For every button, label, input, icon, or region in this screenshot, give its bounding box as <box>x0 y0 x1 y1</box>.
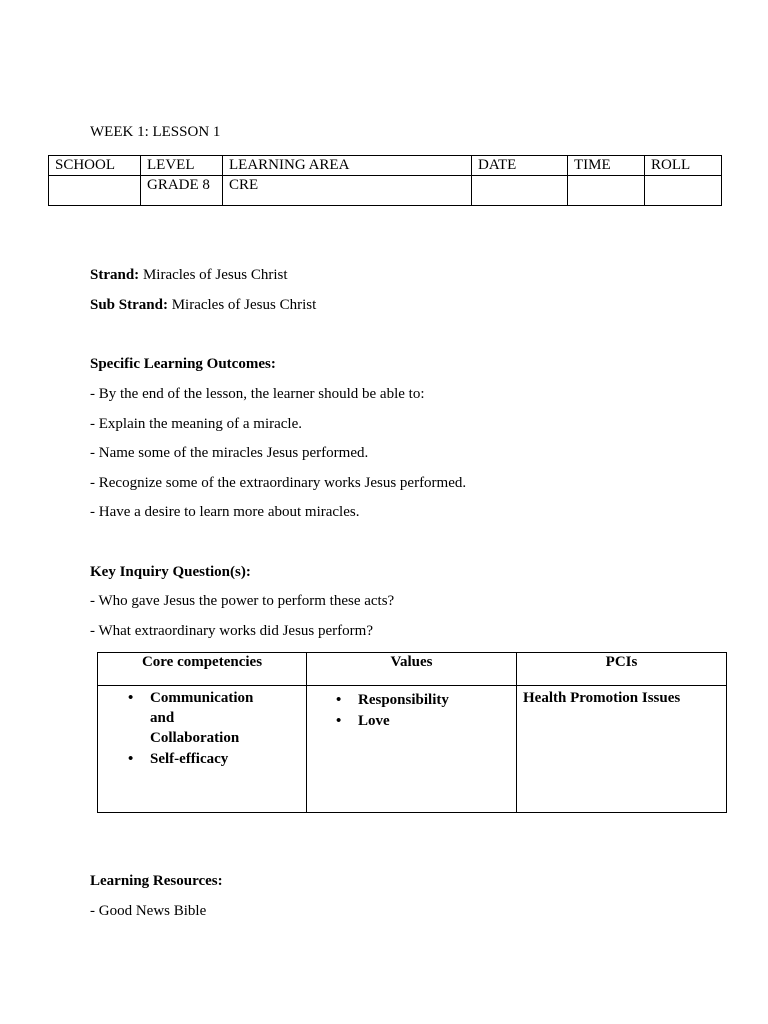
value-text: Love <box>358 713 390 729</box>
competencies-table <box>97 652 727 813</box>
strand-value: Miracles of Jesus Christ <box>139 267 288 283</box>
outcomes-heading: Specific Learning Outcomes: <box>90 356 276 372</box>
sub-strand-label: Sub Strand: <box>90 297 168 313</box>
list-item <box>336 711 516 731</box>
header-cell-level: LEVEL <box>141 156 223 176</box>
outcome-item: - By the end of the lesson, the learner should be able to: <box>90 386 425 402</box>
list-item <box>336 690 516 710</box>
lesson-info-table <box>48 155 722 206</box>
pcis-cell <box>517 686 727 813</box>
list-item <box>128 749 306 769</box>
bullet-icon: • <box>336 713 342 729</box>
lesson-heading: WEEK 1: LESSON 1 <box>90 124 221 140</box>
competency-text: Collaboration <box>150 730 240 746</box>
competency-text: Self-efficacy <box>150 751 229 767</box>
strand-label: Strand: <box>90 267 140 283</box>
inquiry-item: - What extraordinary works did Jesus perform? <box>90 623 373 639</box>
strand-line <box>90 267 288 284</box>
outcome-item: - Have a desire to learn more about miracles. <box>90 504 360 520</box>
header-cell-school: SCHOOL <box>49 156 141 176</box>
header-cell-roll: ROLL <box>645 156 722 176</box>
value-cell-time <box>568 176 645 206</box>
outcome-item: - Recognize some of the extraordinary works Jesus performed. <box>90 475 467 491</box>
sub-strand-value: Miracles of Jesus Christ <box>167 297 317 313</box>
outcome-item: - Explain the meaning of a miracle. <box>90 416 302 432</box>
pcis-header: PCIs <box>517 653 727 686</box>
bullet-icon: • <box>128 751 134 767</box>
pcis-text: Health Promotion Issues <box>523 690 681 706</box>
value-cell-roll <box>645 176 722 206</box>
value-text: Responsibility <box>358 692 449 708</box>
values-cell <box>307 686 517 813</box>
outcome-item: - Name some of the miracles Jesus performed. <box>90 445 369 461</box>
values-header: Values <box>307 653 517 686</box>
header-cell-learning-area: LEARNING AREA <box>223 156 472 176</box>
competency-text: Communication <box>150 690 254 706</box>
header-cell-date: DATE <box>472 156 568 176</box>
value-cell-level: GRADE 8 <box>141 176 223 206</box>
value-cell-date <box>472 176 568 206</box>
bullet-icon: • <box>128 690 134 706</box>
core-competencies-header: Core competencies <box>98 653 307 686</box>
value-cell-school <box>49 176 141 206</box>
core-competencies-cell <box>98 686 307 813</box>
sub-strand-line <box>90 297 316 314</box>
list-item <box>128 688 306 748</box>
resource-item: - Good News Bible <box>90 903 207 919</box>
competency-text: and <box>150 710 175 726</box>
header-cell-time: TIME <box>568 156 645 176</box>
inquiry-item: - Who gave Jesus the power to perform these acts? <box>90 593 395 609</box>
value-cell-learning-area: CRE <box>223 176 472 206</box>
bullet-icon: • <box>336 692 342 708</box>
inquiry-heading: Key Inquiry Question(s): <box>90 564 251 580</box>
resources-heading: Learning Resources: <box>90 873 223 889</box>
